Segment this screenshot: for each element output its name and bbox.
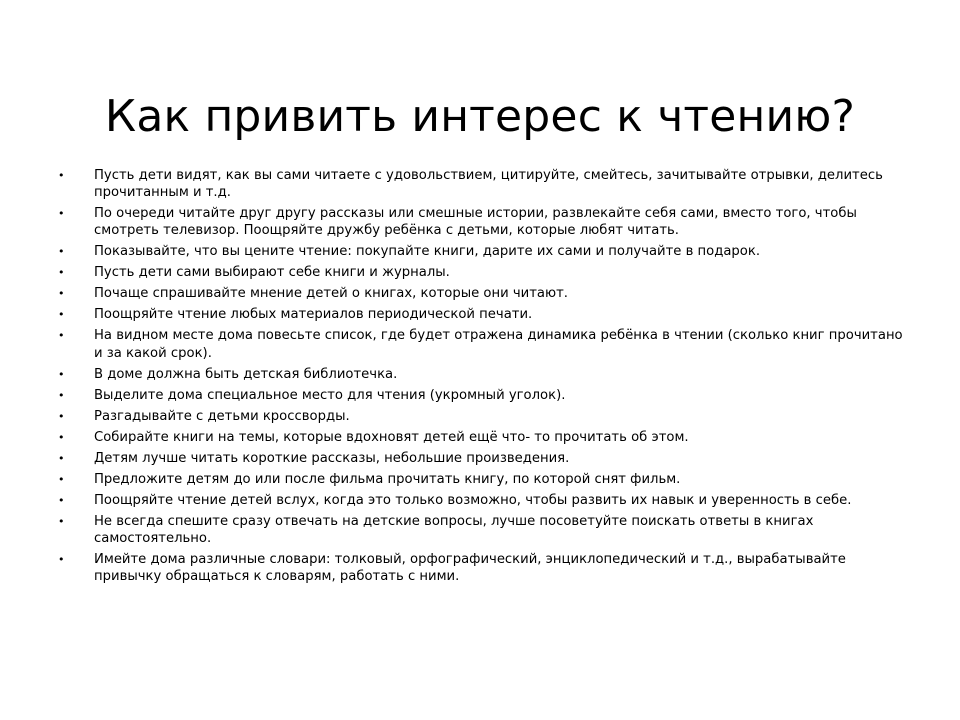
bullet-text: Разгадывайте с детьми кроссворды. (94, 408, 350, 424)
bullet-icon: • (58, 451, 65, 465)
bullet-icon: • (58, 169, 65, 182)
bullet-item (58, 408, 908, 425)
bullet-item (58, 327, 908, 361)
bullet-item (58, 513, 908, 547)
bullet-icon: • (58, 266, 65, 280)
bullet-item (58, 551, 908, 585)
bullet-text: Выделите дома специальное место для чтения (укромный уголок). (94, 387, 566, 403)
bullet-icon: • (58, 207, 65, 221)
bullet-text: Детям лучше читать короткие рассказы, небольшие произведения. (94, 450, 570, 466)
bullet-text: Пусть дети видят, как вы сами читаете с удовольствием, цитируйте, смейтесь, зачитывайте отрывки, делитесь прочитанным и т.д. (94, 168, 883, 201)
bullet-item (58, 429, 908, 446)
bullet-icon: • (58, 287, 65, 301)
bullet-text: Имейте дома различные словари: толковый, орфографический, энциклопедический и т.д., вырабатывайте привычку обращаться к словарям, работать с ними. (94, 551, 846, 585)
bullet-item (58, 306, 908, 323)
bullet-item (58, 450, 908, 467)
bullet-text: В доме должна быть детская библиотечка. (94, 366, 398, 382)
bullet-item (58, 264, 908, 281)
bullet-text: Почаще спрашивайте мнение детей о книгах, которые они читают. (94, 286, 568, 302)
bullet-text: Предложите детям до или после фильма прочитать книгу, по которой снят фильм. (94, 471, 681, 487)
bullet-text: На видном месте дома повесьте список, где будет отражена динамика ребёнка в чтении (сколько книг прочитано и за какой срок). (94, 328, 903, 361)
bullet-icon: • (58, 329, 65, 343)
bullet-item (58, 387, 908, 404)
bullet-text: По очереди читайте друг другу рассказы или смешные истории, развлекайте себя сами, вместо того, чтобы смотреть телевизор. Поощряйте дружбу ребёнка с детьми, которые любят читать. (94, 206, 857, 239)
bullet-icon: • (58, 409, 65, 423)
bullet-text: Собирайте книги на темы, которые вдохновят детей ещё что- то прочитать об этом. (94, 429, 689, 445)
bullet-icon: • (58, 493, 65, 507)
bullet-item (58, 285, 908, 302)
bullet-icon: • (58, 552, 65, 566)
bullet-text: Поощряйте чтение детей вслух, когда это только возможно, чтобы развить их навык и уверенность в себе. (94, 492, 852, 508)
slide-title: Как привить интерес к чтению? (104, 91, 856, 143)
bullet-item (58, 243, 908, 260)
bullet-list (58, 167, 908, 589)
bullet-icon: • (58, 245, 65, 259)
bullet-icon: • (58, 367, 65, 381)
bullet-item (58, 366, 908, 383)
bullet-item (58, 492, 908, 509)
bullet-icon: • (58, 514, 65, 528)
bullet-item (58, 205, 908, 239)
bullet-text: Поощряйте чтение любых материалов периодической печати. (94, 307, 533, 323)
bullet-icon: • (58, 308, 65, 322)
bullet-icon: • (58, 472, 65, 486)
bullet-text: Пусть дети сами выбирают себе книги и журналы. (94, 265, 450, 281)
bullet-text: Показывайте, что вы цените чтение: покупайте книги, дарите их сами и получайте в подарок. (94, 244, 761, 260)
bullet-item (58, 471, 908, 488)
bullet-icon: • (58, 430, 65, 444)
bullet-item (58, 167, 908, 201)
bullet-text: Не всегда спешите сразу отвечать на детские вопросы, лучше посоветуйте поискать ответы в книгах самостоятельно. (94, 513, 814, 546)
bullet-icon: • (58, 388, 65, 402)
